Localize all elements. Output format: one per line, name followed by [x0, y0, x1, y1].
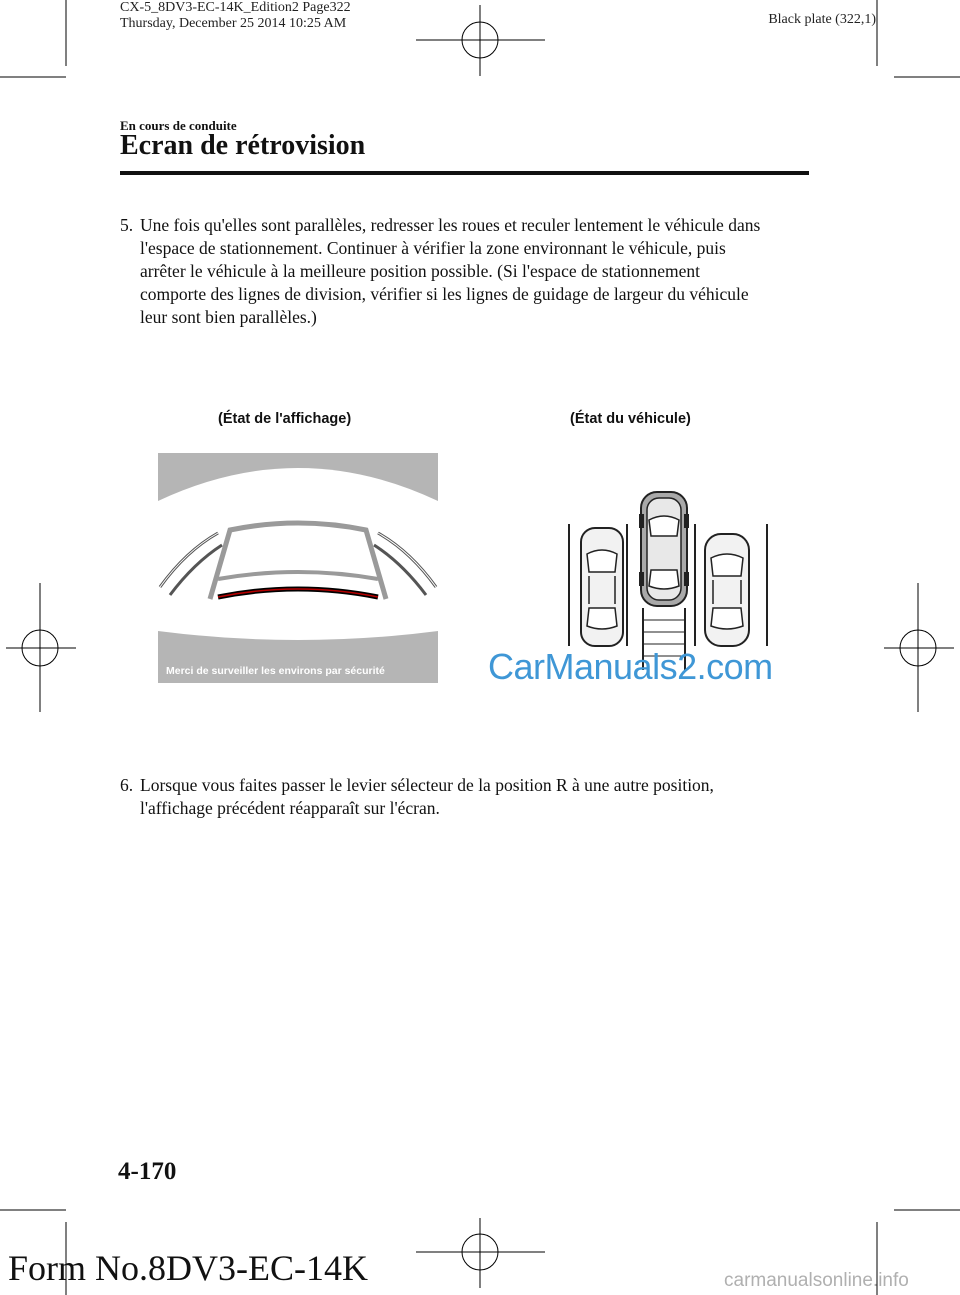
form-number: Form No.8DV3-EC-14K [8, 1248, 368, 1288]
print-header-line2: Thursday, December 25 2014 10:25 AM [120, 16, 347, 31]
page-title: Ecran de rétrovision [120, 130, 366, 161]
step-line: l'affichage précédent réapparaît sur l'écran. [140, 798, 440, 818]
step-5 [120, 214, 810, 329]
step-line: l'espace de stationnement. Continuer à vérifier la zone environnant le véhicule, puis [140, 238, 726, 258]
title-rule [120, 171, 809, 175]
step-line: leur sont bien parallèles.) [140, 307, 317, 327]
step-line: comporte des lignes de division, vérifier si les lignes de guidage de largeur du véhicule [140, 284, 749, 304]
watermark-carmanualsonline: carmanualsonline.info [724, 1270, 909, 1291]
parked-car-left [581, 528, 623, 646]
step-line: Une fois qu'elles sont parallèles, redresser les roues et reculer lentement le véhicule dans [140, 215, 761, 235]
step-number: 6. [120, 775, 134, 795]
print-header-line1: CX-5_8DV3-EC-14K_Edition2 Page322 [120, 0, 351, 15]
vehicle-caption: (État du véhicule) [570, 411, 691, 427]
screen-message: Merci de surveiller les environs par sécurité [166, 665, 385, 677]
plate-label: Black plate (322,1) [768, 12, 876, 27]
section-label: En cours de conduite [120, 118, 237, 133]
reversing-car [639, 492, 689, 606]
display-caption: (État de l'affichage) [218, 411, 352, 427]
step-number: 5. [120, 215, 134, 235]
parked-car-right [705, 534, 749, 646]
camera-display-illustration [158, 453, 438, 683]
camera-display-graphic [158, 453, 438, 683]
step-line: Lorsque vous faites passer le levier sélecteur de la position R à une autre position, [140, 775, 714, 795]
step-line: arrêter le véhicule à la meilleure position possible. (Si l'espace de stationnement [140, 261, 701, 281]
step-6 [120, 774, 810, 820]
vehicle-parking-illustration [555, 490, 785, 670]
page-number: 4-170 [118, 1158, 177, 1185]
watermark-carmanuals2: CarManuals2.com [488, 646, 773, 687]
